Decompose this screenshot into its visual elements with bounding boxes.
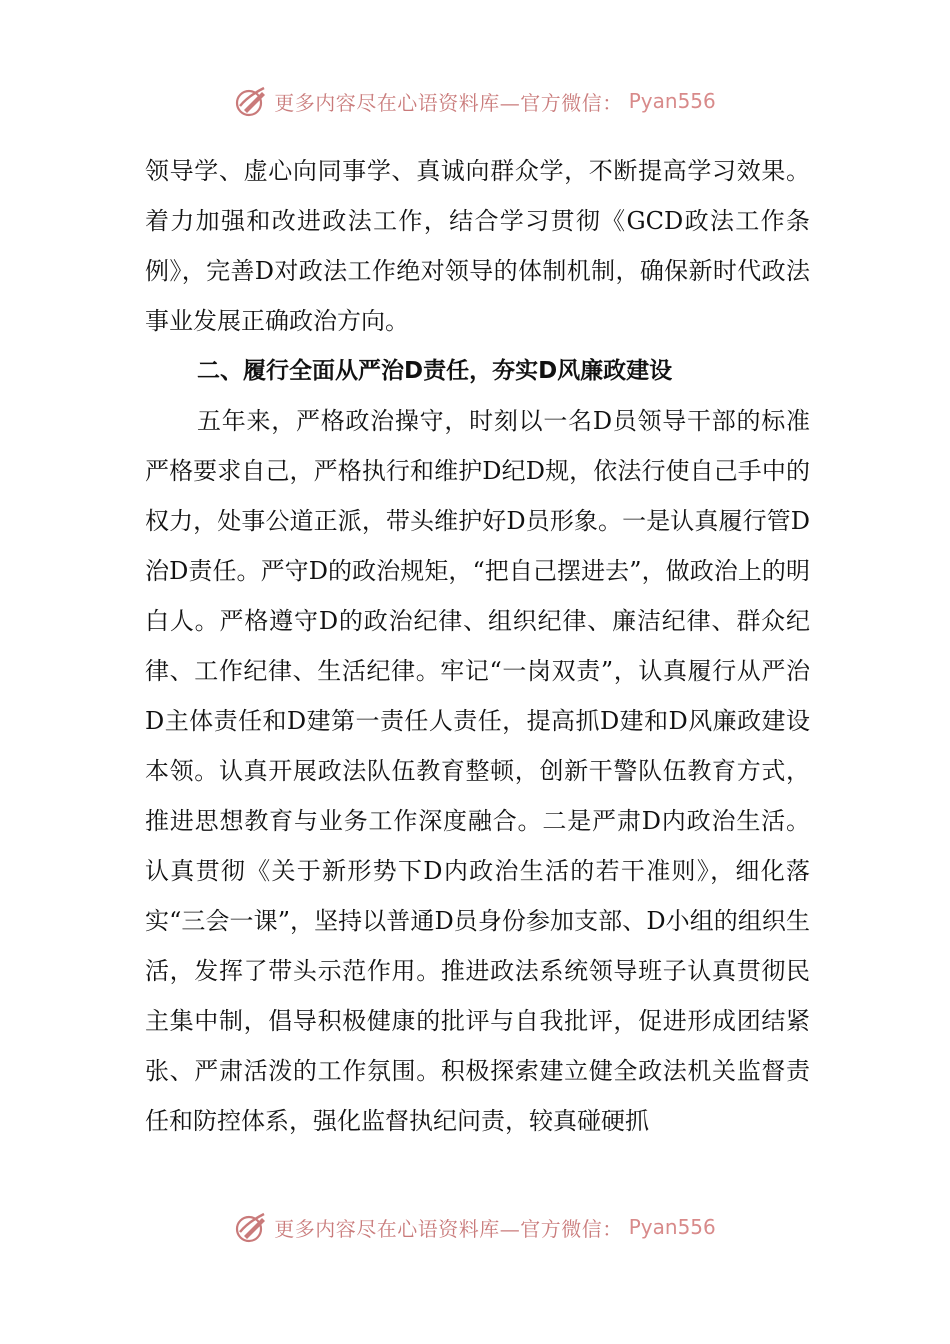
pen-logo-icon bbox=[234, 1210, 268, 1244]
footer-banner bbox=[0, 1210, 950, 1244]
paragraph-2: 五年来，严格政治操守，时刻以一名D员领导干部的标准严格要求自己，严格执行和维护D纪D规，依法行使自己手中的权力，处事公道正派，带头维护好D员形象。一是认真履行管D治D责任。严守D的政治规矩，“把自己摆进去”，做政治上的明白人。严格遵守D的政治纪律、组织纪律、廉洁纪律、群众纪律、工作纪律、生活纪律。牢记“一岗双责”，认真履行从严治D主体责任和D建第一责任人责任，提高抓D建和D风廉政建设本领。认真开展政法队伍教育整顿，创新干警队伍教育方式，推进思想教育与业务工作深度融合。二是严肃D内政治生活。认真贯彻《关于新形势下D内政治生活的若干准则》，细化落实“三会一课”，坚持以普通D员身份参加支部、D小组的组织生活，发挥了带头示范作用。推进政法系统领导班子认真贯彻民主集中制，倡导积极健康的批评与自我批评，促进形成团结紧张、严肃活泼的工作氛围。积极探索建立健全政法机关监督责任和防控体系，强化监督执纪问责，较真碰硬抓 bbox=[145, 407, 810, 1135]
footer-banner-id: Pyan556 bbox=[628, 1215, 716, 1239]
pen-logo-icon bbox=[234, 84, 268, 118]
header-banner-text: 更多内容尽在心语资料库—官方微信： bbox=[274, 90, 623, 115]
header-banner-id: Pyan556 bbox=[628, 89, 716, 113]
paragraph-1: 领导学、虚心向同事学、真诚向群众学，不断提高学习效果。着力加强和改进政法工作，结合学习贯彻《GCD政法工作条例》，完善D对政法工作绝对领导的体制机制，确保新时代政法事业发展正确政治方向。 bbox=[145, 157, 810, 335]
header-banner bbox=[0, 84, 950, 118]
document-body bbox=[145, 146, 810, 1146]
footer-banner-text: 更多内容尽在心语资料库—官方微信： bbox=[274, 1216, 623, 1241]
section-heading-2: 二、履行全面从严治D责任，夯实D风廉政建设 bbox=[197, 358, 673, 384]
